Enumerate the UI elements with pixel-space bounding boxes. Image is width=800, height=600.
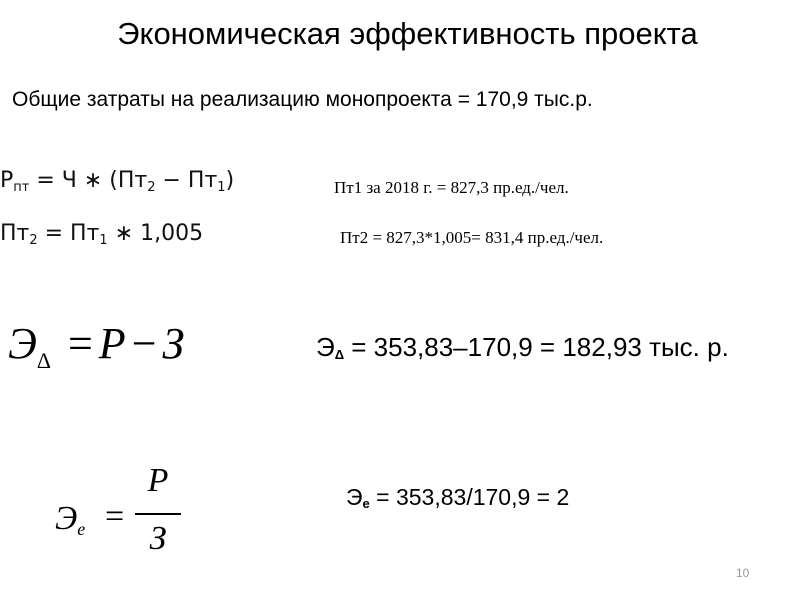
formula-delta-z: З bbox=[162, 319, 185, 368]
formula-delta-minus: − bbox=[131, 319, 157, 368]
formula-rpt bbox=[0, 168, 234, 195]
formula-e-denominator: З bbox=[149, 520, 167, 557]
result-e-text: = 353,83/170,9 = 2 bbox=[369, 484, 570, 510]
result-delta-text: = 353,83–170,9 = 182,93 тыс. р. bbox=[344, 332, 729, 362]
result-delta-sub: Δ bbox=[334, 347, 345, 362]
formula-delta-lhs: Э bbox=[8, 319, 37, 368]
formula-pt2-rhs-prefix: = Пт bbox=[37, 221, 100, 246]
formula-effect-delta bbox=[8, 318, 184, 374]
result-e-prefix: Э bbox=[346, 484, 363, 510]
formula-delta-p: Р bbox=[98, 319, 126, 368]
total-costs-text: Общие затраты на реализацию монопроекта = 170,9 тыс.р. bbox=[12, 88, 593, 111]
formula-delta-eq: = bbox=[67, 319, 93, 368]
fraction-bar bbox=[135, 513, 181, 515]
pt2-value-text: Пт2 = 827,3*1,005= 831,4 пр.ед./чел. bbox=[340, 228, 604, 247]
slide-title: Экономическая эффективность проекта bbox=[117, 16, 698, 51]
formula-rpt-rhs-prefix: = Ч ∗ (Пт bbox=[36, 168, 148, 193]
formula-e-sub: е bbox=[77, 519, 86, 539]
formula-pt2 bbox=[0, 221, 203, 248]
page-number: 10 bbox=[736, 566, 750, 580]
formula-e-numerator: Р bbox=[147, 462, 169, 499]
formula-delta-sub: Δ bbox=[36, 348, 51, 373]
formula-pt2-lhs-sub: 2 bbox=[29, 233, 38, 248]
formula-rpt-lhs-sub: пт bbox=[13, 180, 30, 195]
formula-rpt-rhs-suffix: ) bbox=[225, 168, 235, 193]
formula-e-eq: = bbox=[105, 498, 125, 535]
formula-rpt-sub-1: 1 bbox=[217, 180, 226, 195]
pt1-value-text: Пт1 за 2018 г. = 827,3 пр.ед./чел. bbox=[334, 178, 569, 197]
formula-rpt-rhs-mid: − Пт bbox=[155, 168, 218, 193]
formula-pt2-rhs-suffix: ∗ 1,005 bbox=[107, 221, 204, 246]
formula-e-lhs-letter: Э bbox=[55, 500, 78, 537]
formula-e-lhs bbox=[55, 500, 85, 540]
result-e-sub: е bbox=[362, 496, 370, 511]
formula-pt2-lhs: Пт bbox=[0, 221, 30, 246]
formula-rpt-sub-2: 2 bbox=[147, 180, 156, 195]
result-delta bbox=[316, 332, 729, 363]
formula-rpt-lhs: Р bbox=[0, 168, 14, 193]
formula-pt2-rhs-sub: 1 bbox=[99, 233, 108, 248]
result-e bbox=[346, 484, 569, 511]
result-delta-prefix: Э bbox=[316, 332, 335, 362]
